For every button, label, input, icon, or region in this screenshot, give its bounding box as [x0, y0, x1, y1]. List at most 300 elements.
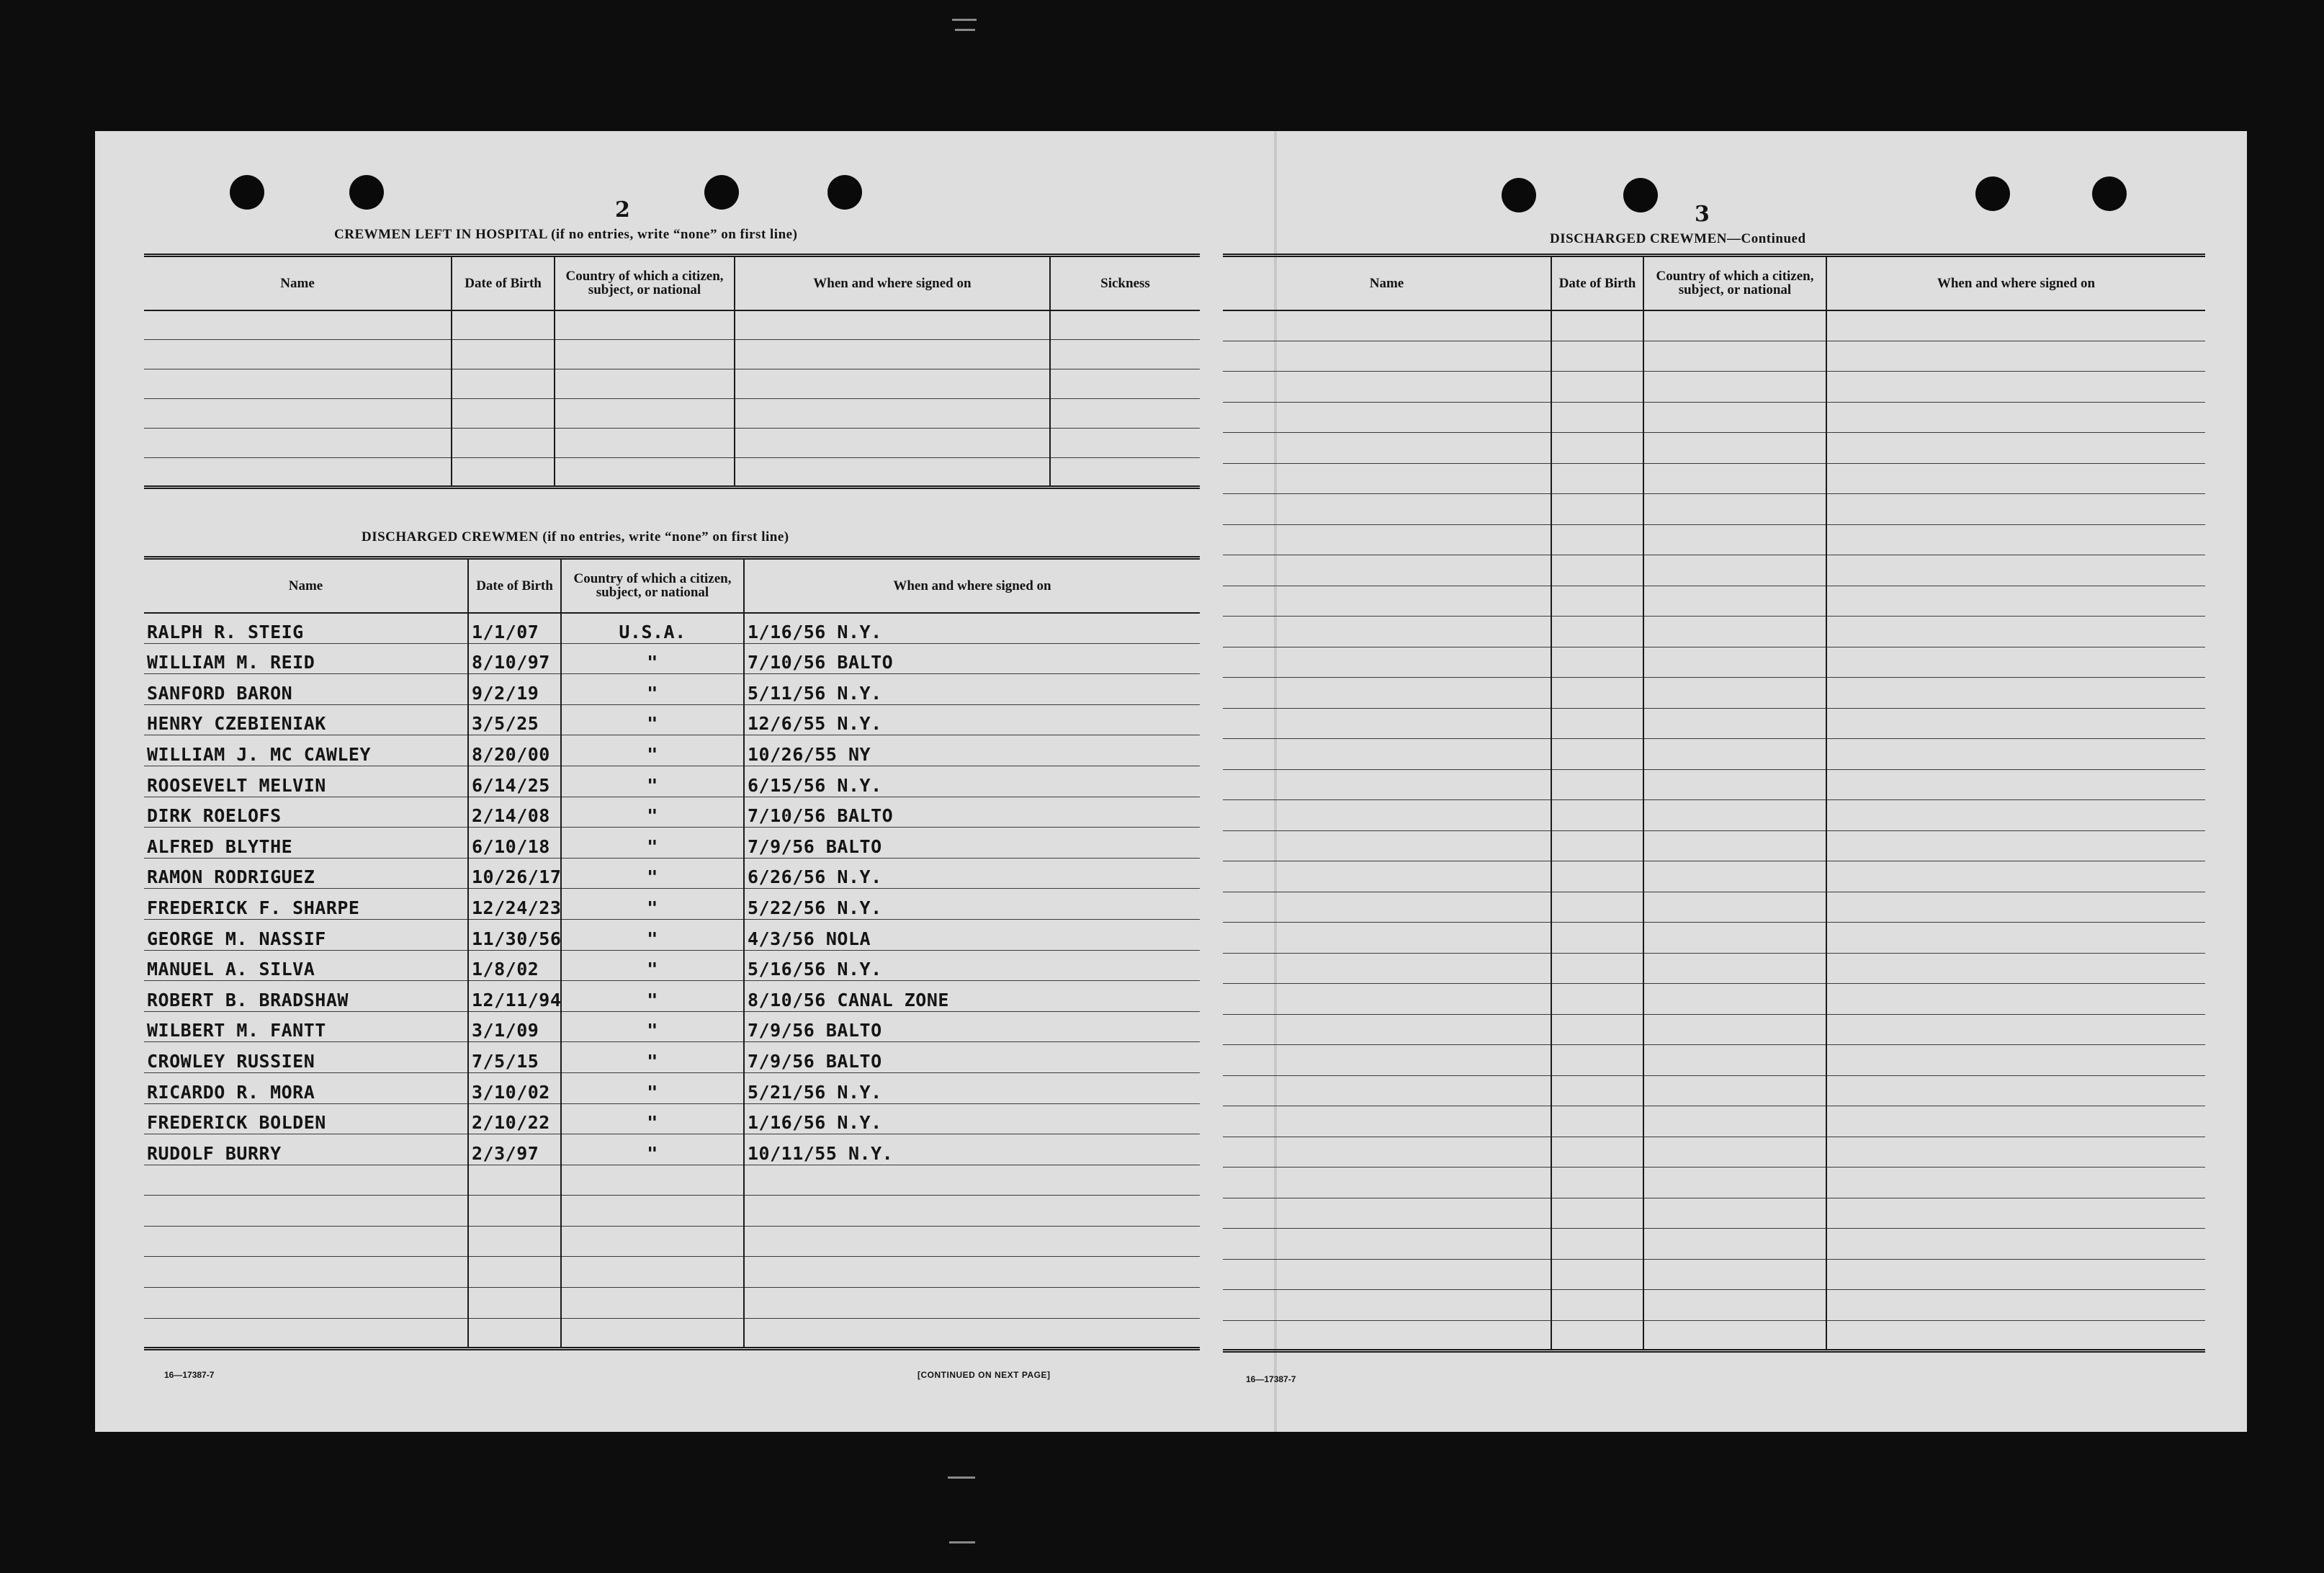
table-row [1223, 1320, 2205, 1351]
blank-cell [1643, 1259, 1826, 1290]
crew-signed-on: 7/9/56 BALTO [744, 1042, 1200, 1073]
table-row [144, 950, 1200, 981]
blank-cell [1551, 586, 1643, 617]
table-row [144, 340, 1200, 369]
blank-cell [561, 1257, 744, 1288]
blank-cell [1551, 1045, 1643, 1076]
blank-cell [144, 1318, 468, 1349]
blank-cell [1826, 372, 2205, 403]
blank-cell [735, 458, 1050, 488]
blank-cell [468, 1318, 561, 1349]
blank-cell [1551, 524, 1643, 555]
crew-country: " [561, 797, 744, 828]
blank-cell [1643, 1075, 1826, 1106]
crew-name: GEORGE M. NASSIF [144, 919, 468, 950]
blank-cell [1643, 463, 1826, 494]
blank-cell [1643, 708, 1826, 739]
blank-cell [1826, 861, 2205, 892]
table-row [1223, 372, 2205, 403]
crew-name: WILLIAM J. MC CAWLEY [144, 735, 468, 766]
blank-cell [744, 1226, 1200, 1257]
col-signed-on: When and where signed on [744, 558, 1200, 613]
blank-cell [1826, 433, 2205, 464]
col-country: Country of which a citizen, subject, or national [1643, 256, 1826, 310]
blank-cell [1050, 458, 1200, 488]
blank-cell [1826, 1014, 2205, 1045]
blank-cell [1826, 341, 2205, 372]
table-row [1223, 861, 2205, 892]
blank-cell [1643, 739, 1826, 770]
blank-cell [468, 1257, 561, 1288]
blank-cell [1551, 892, 1643, 923]
crew-country: " [561, 674, 744, 705]
blank-cell [1643, 494, 1826, 525]
blank-cell [1551, 769, 1643, 800]
crew-signed-on: 7/9/56 BALTO [744, 828, 1200, 859]
blank-cell [1826, 1259, 2205, 1290]
blank-cell [1551, 1320, 1643, 1351]
blank-cell [561, 1318, 744, 1349]
blank-cell [555, 458, 735, 488]
blank-cell [1643, 555, 1826, 586]
crew-dob: 3/1/09 [468, 1011, 561, 1042]
blank-cell [555, 369, 735, 399]
crew-signed-on: 1/16/56 N.Y. [744, 613, 1200, 644]
crew-country: " [561, 735, 744, 766]
crew-country: " [561, 643, 744, 674]
table-row [1223, 494, 2205, 525]
blank-cell [1551, 953, 1643, 984]
blank-cell [1223, 1075, 1551, 1106]
table-row [144, 1196, 1200, 1227]
table-row [144, 735, 1200, 766]
crew-country: " [561, 1072, 744, 1103]
table-row [144, 828, 1200, 859]
table-row [1223, 647, 2205, 678]
crew-name: ROOSEVELT MELVIN [144, 766, 468, 797]
crew-dob: 9/2/19 [468, 674, 561, 705]
punch-hole [704, 175, 739, 210]
blank-cell [561, 1226, 744, 1257]
blank-cell [144, 458, 452, 488]
blank-cell [1551, 708, 1643, 739]
blank-cell [744, 1196, 1200, 1227]
crew-signed-on: 5/22/56 N.Y. [744, 889, 1200, 920]
blank-cell [144, 1226, 468, 1257]
blank-cell [1643, 1320, 1826, 1351]
blank-cell [1223, 739, 1551, 770]
blank-cell [744, 1165, 1200, 1196]
crew-dob: 7/5/15 [468, 1042, 561, 1073]
blank-cell [1551, 800, 1643, 831]
crew-country: " [561, 981, 744, 1012]
blank-cell [1223, 494, 1551, 525]
blank-cell [1826, 1137, 2205, 1168]
crew-signed-on: 6/15/56 N.Y. [744, 766, 1200, 797]
blank-cell [1551, 1106, 1643, 1137]
blank-cell [1643, 1198, 1826, 1229]
blank-cell [1223, 1229, 1551, 1260]
crew-country: U.S.A. [561, 613, 744, 644]
blank-cell [1826, 739, 2205, 770]
blank-cell [1223, 708, 1551, 739]
blank-cell [1551, 923, 1643, 954]
crew-name: SANFORD BARON [144, 674, 468, 705]
blank-cell [1223, 1106, 1551, 1137]
col-dob: Date of Birth [1551, 256, 1643, 310]
table-row [1223, 1198, 2205, 1229]
table-row [144, 643, 1200, 674]
crew-dob: 10/26/17 [468, 858, 561, 889]
crew-signed-on: 4/3/56 NOLA [744, 919, 1200, 950]
crew-dob: 8/10/97 [468, 643, 561, 674]
blank-cell [1551, 555, 1643, 586]
table-row [1223, 830, 2205, 861]
crew-name: MANUEL A. SILVA [144, 950, 468, 981]
table-row [1223, 555, 2205, 586]
table-row [144, 429, 1200, 458]
table-row [144, 458, 1200, 488]
blank-cell [1643, 953, 1826, 984]
crew-signed-on: 7/10/56 BALTO [744, 643, 1200, 674]
blank-cell [452, 429, 555, 458]
blank-cell [1223, 586, 1551, 617]
crew-signed-on: 12/6/55 N.Y. [744, 704, 1200, 735]
blank-cell [468, 1196, 561, 1227]
col-dob: Date of Birth [468, 558, 561, 613]
crew-dob: 8/20/00 [468, 735, 561, 766]
punch-hole [1623, 178, 1658, 212]
blank-cell [1551, 433, 1643, 464]
blank-cell [1643, 310, 1826, 341]
crew-name: HENRY CZEBIENIAK [144, 704, 468, 735]
col-country: Country of which a citizen, subject, or national [561, 558, 744, 613]
discharged-continued-heading: DISCHARGED CREWMEN—Continued [1550, 231, 1806, 246]
blank-cell [1223, 647, 1551, 678]
crew-dob: 1/1/07 [468, 613, 561, 644]
blank-cell [1551, 678, 1643, 709]
crew-name: WILLIAM M. REID [144, 643, 468, 674]
crew-signed-on: 5/21/56 N.Y. [744, 1072, 1200, 1103]
table-row [144, 1226, 1200, 1257]
table-row [1223, 433, 2205, 464]
blank-cell [1223, 892, 1551, 923]
blank-cell [1826, 617, 2205, 647]
blank-cell [744, 1288, 1200, 1319]
discharged-heading: DISCHARGED CREWMEN (if no entries, write “none” on first line) [362, 529, 789, 544]
blank-cell [1551, 372, 1643, 403]
blank-cell [1643, 524, 1826, 555]
blank-cell [1826, 953, 2205, 984]
col-country: Country of which a citizen, subject, or national [555, 256, 735, 310]
blank-cell [1826, 830, 2205, 861]
blank-cell [1551, 463, 1643, 494]
blank-cell [555, 399, 735, 429]
table-row [144, 704, 1200, 735]
table-row [1223, 1229, 2205, 1260]
table-row [1223, 739, 2205, 770]
blank-cell [1643, 984, 1826, 1015]
table-row [1223, 1106, 2205, 1137]
blank-cell [1826, 402, 2205, 433]
blank-cell [1223, 524, 1551, 555]
hospital-table [144, 254, 1200, 489]
punch-hole [1975, 176, 2010, 211]
blank-cell [144, 340, 452, 369]
blank-cell [1223, 800, 1551, 831]
table-row [1223, 463, 2205, 494]
blank-cell [1826, 1106, 2205, 1137]
blank-cell [1050, 369, 1200, 399]
table-row [144, 797, 1200, 828]
blank-cell [561, 1165, 744, 1196]
crew-dob: 3/10/02 [468, 1072, 561, 1103]
blank-cell [1551, 647, 1643, 678]
crew-dob: 1/8/02 [468, 950, 561, 981]
table-row [144, 674, 1200, 705]
page-number-left: 2 [615, 197, 630, 223]
blank-cell [1223, 1320, 1551, 1351]
crew-signed-on: 1/16/56 N.Y. [744, 1103, 1200, 1134]
blank-cell [1643, 800, 1826, 831]
crew-country: " [561, 704, 744, 735]
punch-hole [827, 175, 862, 210]
blank-cell [452, 310, 555, 340]
crew-dob: 2/3/97 [468, 1134, 561, 1165]
blank-cell [1551, 830, 1643, 861]
col-name: Name [144, 558, 468, 613]
blank-cell [1643, 769, 1826, 800]
blank-cell [1643, 1229, 1826, 1260]
crew-dob: 2/10/22 [468, 1103, 561, 1134]
blank-cell [735, 369, 1050, 399]
blank-cell [1826, 463, 2205, 494]
crew-dob: 11/30/56 [468, 919, 561, 950]
blank-cell [1551, 1259, 1643, 1290]
blank-cell [1223, 769, 1551, 800]
blank-cell [1643, 1014, 1826, 1045]
blank-cell [1826, 1198, 2205, 1229]
blank-cell [1223, 1259, 1551, 1290]
crew-country: " [561, 1103, 744, 1134]
blank-cell [144, 1257, 468, 1288]
crew-name: RICARDO R. MORA [144, 1072, 468, 1103]
blank-cell [144, 369, 452, 399]
blank-cell [1826, 708, 2205, 739]
table-row [1223, 1137, 2205, 1168]
blank-cell [1643, 586, 1826, 617]
blank-cell [1223, 372, 1551, 403]
blank-cell [144, 399, 452, 429]
blank-cell [1826, 984, 2205, 1015]
blank-cell [1223, 617, 1551, 647]
crew-name: ROBERT B. BRADSHAW [144, 981, 468, 1012]
col-signed-on: When and where signed on [1826, 256, 2205, 310]
crew-name: DIRK ROELOFS [144, 797, 468, 828]
table-row [1223, 923, 2205, 954]
blank-cell [1826, 494, 2205, 525]
blank-cell [468, 1288, 561, 1319]
blank-cell [1643, 1290, 1826, 1321]
punch-hole [2092, 176, 2127, 211]
blank-cell [468, 1165, 561, 1196]
table-row [1223, 1290, 2205, 1321]
blank-cell [735, 429, 1050, 458]
blank-cell [1826, 678, 2205, 709]
table-row [1223, 617, 2205, 647]
blank-cell [144, 1165, 468, 1196]
blank-cell [735, 310, 1050, 340]
blank-cell [1223, 1168, 1551, 1198]
table-row [144, 399, 1200, 429]
col-name: Name [1223, 256, 1551, 310]
blank-cell [1826, 555, 2205, 586]
blank-cell [1643, 1137, 1826, 1168]
table-row [1223, 402, 2205, 433]
blank-cell [1223, 678, 1551, 709]
table-row [144, 1011, 1200, 1042]
page-number-right: 3 [1695, 202, 1710, 227]
crew-signed-on: 10/11/55 N.Y. [744, 1134, 1200, 1165]
blank-cell [1643, 341, 1826, 372]
blank-cell [555, 429, 735, 458]
blank-cell [735, 340, 1050, 369]
scan-mark [955, 29, 975, 31]
table-row [144, 1042, 1200, 1073]
blank-cell [1826, 769, 2205, 800]
blank-cell [1223, 341, 1551, 372]
blank-cell [1551, 310, 1643, 341]
table-row [144, 981, 1200, 1012]
blank-cell [144, 310, 452, 340]
blank-cell [1826, 892, 2205, 923]
crew-signed-on: 10/26/55 NY [744, 735, 1200, 766]
punch-hole [230, 175, 264, 210]
table-row [144, 1103, 1200, 1134]
blank-cell [1551, 1290, 1643, 1321]
discharged-table [144, 556, 1200, 1350]
blank-cell [144, 1288, 468, 1319]
col-name: Name [144, 256, 452, 310]
crew-country: " [561, 828, 744, 859]
table-row [1223, 892, 2205, 923]
crew-name: FREDERICK BOLDEN [144, 1103, 468, 1134]
blank-cell [744, 1257, 1200, 1288]
continued-note: [CONTINUED ON NEXT PAGE] [918, 1370, 1051, 1380]
blank-cell [1223, 1045, 1551, 1076]
table-row [144, 1165, 1200, 1196]
table-row [1223, 678, 2205, 709]
blank-cell [1223, 923, 1551, 954]
table-row [1223, 1045, 2205, 1076]
blank-cell [1551, 617, 1643, 647]
blank-cell [1826, 1075, 2205, 1106]
blank-cell [1826, 923, 2205, 954]
blank-cell [1223, 433, 1551, 464]
blank-cell [1551, 1229, 1643, 1260]
blank-cell [1223, 984, 1551, 1015]
blank-cell [1551, 861, 1643, 892]
blank-cell [144, 1196, 468, 1227]
blank-cell [1643, 402, 1826, 433]
table-row [1223, 341, 2205, 372]
scan-mark [948, 1476, 975, 1479]
table-row [144, 613, 1200, 644]
crew-country: " [561, 766, 744, 797]
blank-cell [1551, 1014, 1643, 1045]
scan-mark [952, 19, 977, 21]
blank-cell [1643, 1168, 1826, 1198]
form-number-right: 16—17387-7 [1246, 1374, 1296, 1384]
crew-name: ALFRED BLYTHE [144, 828, 468, 859]
blank-cell [452, 458, 555, 488]
discharged-continued-table [1223, 254, 2205, 1353]
table-row [1223, 1014, 2205, 1045]
blank-cell [1223, 555, 1551, 586]
blank-cell [1643, 830, 1826, 861]
crew-country: " [561, 1011, 744, 1042]
punch-hole [1502, 178, 1536, 212]
blank-cell [1551, 402, 1643, 433]
scan-mark [949, 1541, 975, 1543]
blank-cell [1643, 861, 1826, 892]
crew-signed-on: 5/11/56 N.Y. [744, 674, 1200, 705]
crew-dob: 12/11/94 [468, 981, 561, 1012]
crew-country: " [561, 950, 744, 981]
table-row [1223, 953, 2205, 984]
blank-cell [1826, 1045, 2205, 1076]
crew-dob: 6/10/18 [468, 828, 561, 859]
blank-cell [1050, 429, 1200, 458]
blank-cell [561, 1196, 744, 1227]
punch-hole [349, 175, 384, 210]
col-dob: Date of Birth [452, 256, 555, 310]
blank-cell [1826, 1320, 2205, 1351]
table-row [144, 858, 1200, 889]
blank-cell [1826, 586, 2205, 617]
table-row [144, 919, 1200, 950]
blank-cell [1643, 1045, 1826, 1076]
table-row [1223, 524, 2205, 555]
table-row [144, 889, 1200, 920]
form-number-left: 16—17387-7 [164, 1370, 215, 1380]
crew-dob: 6/14/25 [468, 766, 561, 797]
blank-cell [468, 1226, 561, 1257]
blank-cell [555, 310, 735, 340]
table-row [144, 1257, 1200, 1288]
blank-cell [1050, 310, 1200, 340]
table-row [144, 1318, 1200, 1349]
blank-cell [1223, 310, 1551, 341]
blank-cell [744, 1318, 1200, 1349]
table-row [144, 310, 1200, 340]
blank-cell [452, 340, 555, 369]
table-row [144, 1288, 1200, 1319]
crew-signed-on: 7/10/56 BALTO [744, 797, 1200, 828]
table-row [144, 766, 1200, 797]
blank-cell [1223, 1014, 1551, 1045]
col-sickness: Sickness [1050, 256, 1200, 310]
table-row [1223, 1168, 2205, 1198]
col-signed-on: When and where signed on [735, 256, 1050, 310]
blank-cell [1826, 1229, 2205, 1260]
table-row [1223, 586, 2205, 617]
table-row [144, 1134, 1200, 1165]
crew-dob: 12/24/23 [468, 889, 561, 920]
table-row [144, 369, 1200, 399]
crew-name: WILBERT M. FANTT [144, 1011, 468, 1042]
blank-cell [1826, 647, 2205, 678]
